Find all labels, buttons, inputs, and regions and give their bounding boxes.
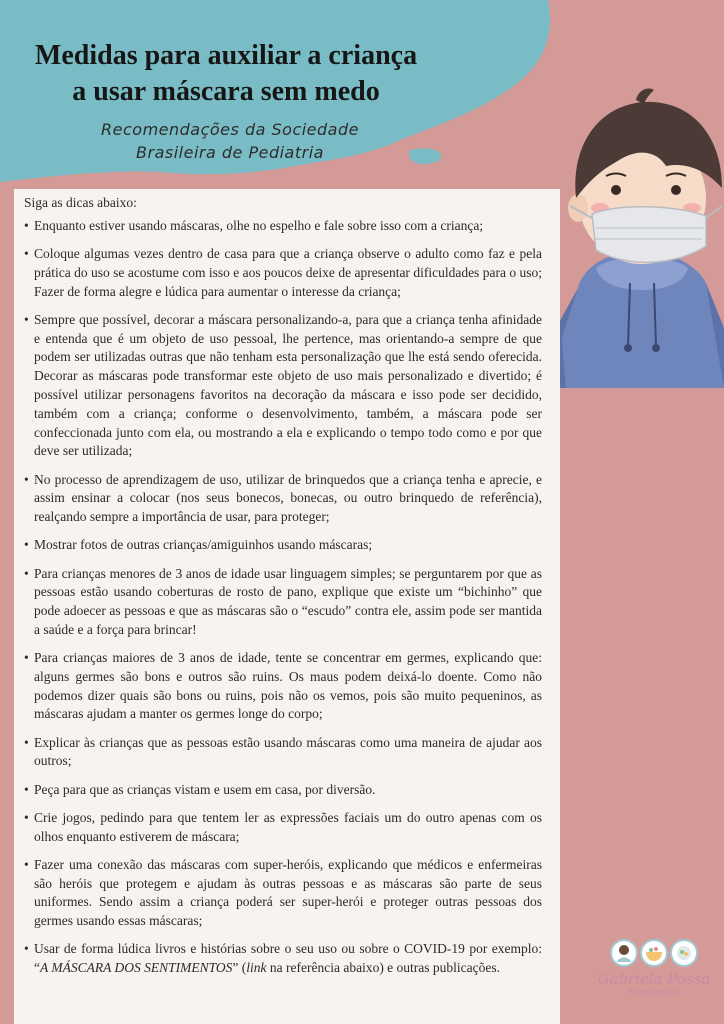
tips-panel	[14, 189, 560, 1024]
tip-item: • Fazer uma conexão das máscaras com super-heróis, explicando que médicos e enfermeiras são heróis que protegem e ajudam às outras pessoas e as máscaras são parte de seus uniformes. Sendo assim a criança poderá ser super-herói e proteger outras pessoas dos germes usando essas máscaras;	[24, 856, 542, 931]
child-with-mask-illustration	[556, 78, 724, 398]
nutritionist-avatar-icon	[609, 938, 639, 968]
tip-item: • Explicar às crianças que as pessoas estão usando máscaras como uma maneira de ajudar aos outros;	[24, 734, 542, 772]
tip-item: • Crie jogos, pedindo para que tentem ler as expressões faciais um do outro apenas com os olhos enquanto estiverem de máscara;	[24, 809, 542, 847]
tip-item: • Para crianças maiores de 3 anos de idade, tente se concentrar em germes, explicando que: alguns germes são bons e outros são ruins. Os maus podem deixá-lo doente. Como não podemos dizer quais são bons ou ruins, pois não os vemos, pois são muito pequeninos, as máscaras ajudam a manter os germes longe do corpo;	[24, 649, 542, 724]
tips-list	[24, 217, 542, 978]
page-title: Medidas para auxiliar a criança a usar máscara sem medo	[34, 40, 418, 107]
tip-item-last: • Usar de forma lúdica livros e histórias sobre o seu uso ou sobre o COVID-19 por exemplo: “A MÁSCARA DOS SENTIMENTOS” (link na referência abaixo) e outras publicações.	[24, 940, 542, 978]
tip-item: • Sempre que possível, decorar a máscara personalizando-a, para que a criança tenha afinidade e entenda que é um objeto de uso pessoal, lhe pertence, mas orientando-a sempre de que podem ser utilizadas outras que não tenham esta personalização que lhe está sendo oferecida. Decorar as máscaras pode transformar este objeto de uso mais personalizado e divertido; é possível utilizar personagens favoritos na decoração da máscara e isso pode ser decidido, também com a criança; conforme o desenvolvimento, também, a máscara pode ser confeccionada junto com ela, ou mostrando a ela e explicando o tempo todo como e por que deve ser utilizada;	[24, 311, 542, 461]
tip-item: • Para crianças menores de 3 anos de idade usar linguagem simples; se perguntarem por que as pessoas estão usando coberturas de rosto de pano, explique que existe um “bichinho” que pode adoecer as pessoas e que as máscaras são o “escudo” contra ele, assim pode ser mantida a saúde e a força para brincar!	[24, 565, 542, 640]
book-title: A MÁSCARA DOS SENTIMENTOS	[40, 960, 233, 976]
link-word: link	[246, 960, 267, 976]
tip-item: • Peça para que as crianças vistam e usem em casa, por diversão.	[24, 781, 542, 800]
logo-name: Gabriela Possa	[597, 970, 711, 988]
nutritionist-logo	[586, 938, 722, 998]
logo-icons	[586, 938, 722, 968]
tip-item: • No processo de aprendizagem de uso, utilizar de brinquedos que a criança tenha e aprecie, e assim ensinar a colocar (nos seus bonecos, bonecas, ou outro brinquedo de referência), realçando sempre a importância de usar, para proteger;	[24, 471, 542, 527]
food-bowl-icon	[639, 938, 669, 968]
food-plate-icon	[669, 938, 699, 968]
logo-role: Nutricionista	[628, 988, 680, 997]
tip-item: • Mostrar fotos de outras crianças/amiguinhos usando máscaras;	[24, 536, 542, 555]
tip-item: • Enquanto estiver usando máscaras, olhe no espelho e fale sobre isso com a criança;	[24, 217, 542, 236]
tip-item: • Coloque algumas vezes dentro de casa para que a criança observe o adulto como faz e pela prática do uso se acostume com isso e aos poucos deixe de apresentar dificuldades para o uso; Fazer de forma alegre e lúdica para aumentar o interesse da criança;	[24, 245, 542, 301]
tips-intro: Siga as dicas abaixo:	[24, 195, 137, 210]
page-subtitle: Recomendações da Sociedade Brasileira de Pediatria	[101, 120, 359, 162]
